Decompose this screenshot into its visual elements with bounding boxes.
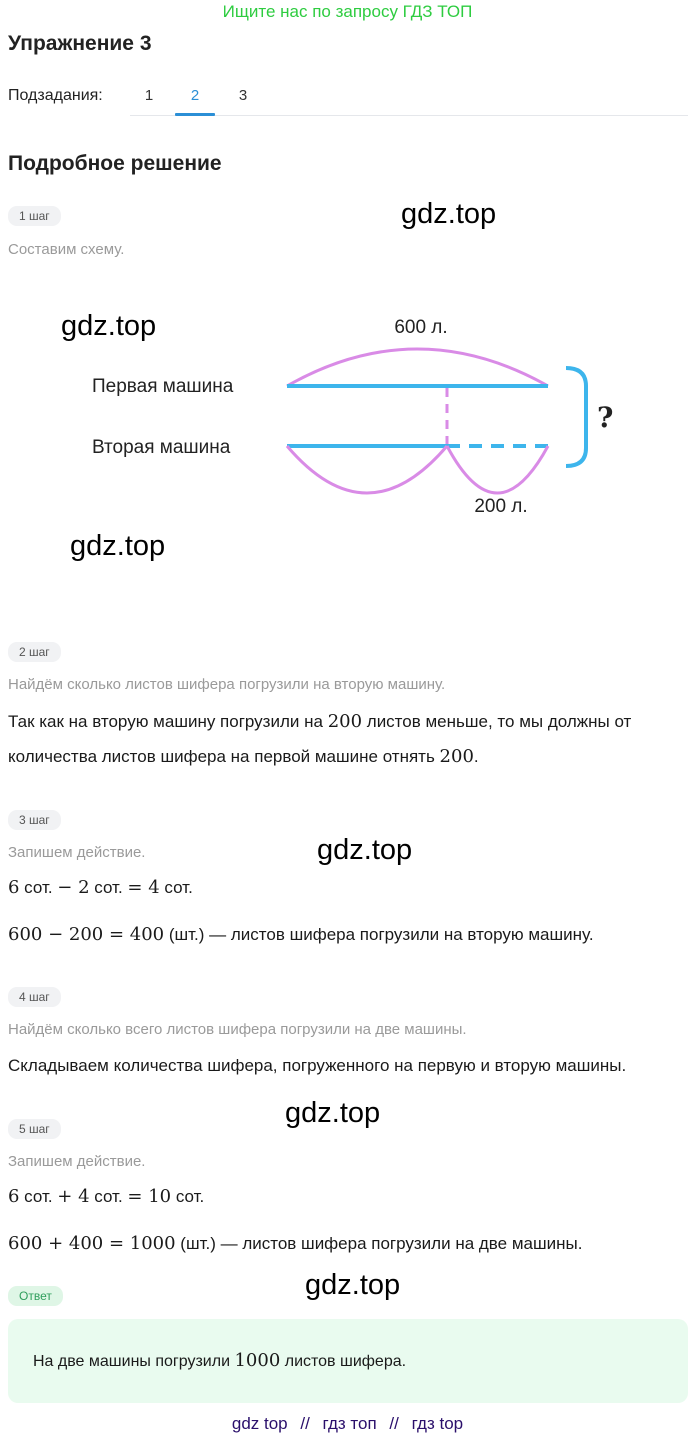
solution-title: Подробное решение [8,152,222,175]
step-1-hint: Составим схему. [8,241,125,258]
step-1-badge: 1 шаг [8,206,61,226]
footer-link[interactable]: гдз топ [322,1414,377,1433]
subtasks-label: Подзадания: [8,87,103,104]
tab-subtask-3[interactable]: 3 [238,87,248,104]
answer-text: На две машины погрузили 1000 листов шифера. [33,1350,407,1371]
step-4-text: Складываем количества шифера, погруженного на первую и вторую машины. [8,1056,627,1075]
step-2-text-line2: количества листов шифера на первой машине отнять 200. [8,746,479,767]
step-3-hint: Запишем действие. [8,844,146,861]
label-second-machine: Вторая машина [92,437,231,458]
step-2-hint: Найдём сколько листов шифера погрузили на вторую машину. [8,676,446,693]
arc-first-total [287,349,548,386]
label-first-machine: Первая машина [92,376,234,397]
answer-badge: Ответ [8,1286,63,1306]
arc-second-machine [287,446,447,493]
footer-link[interactable]: gdz top [231,1414,288,1433]
watermark: gdz.top [305,1269,401,1301]
step-3-equation-2: 600 − 200 = 400 (шт.) — листов шифера погрузили на вторую машину. [8,924,594,945]
step-2-text-line1: Так как на вторую машину погрузили на 200 листов меньше, то мы должны от [8,711,632,732]
footer-separator: // [389,1414,399,1433]
step-3-equation-1: 6 сот. − 2 сот. = 4 сот. [8,877,193,898]
scheme-diagram [0,300,695,530]
watermark: gdz.top [317,834,413,866]
tab-subtask-1[interactable]: 1 [144,87,154,104]
search-banner: Ищите нас по запросу ГДЗ ТОП [222,2,473,21]
step-5-hint: Запишем действие. [8,1153,146,1170]
label-600: 600 л. [394,317,448,338]
exercise-title: Упражнение 3 [8,32,152,55]
label-200: 200 л. [474,496,528,517]
active-tab-indicator [175,113,215,116]
label-question: ? [597,401,614,434]
watermark: gdz.top [401,198,497,230]
watermark: gdz.top [61,310,157,342]
footer-separator: // [300,1414,310,1433]
step-5-badge: 5 шаг [8,1119,61,1139]
step-2-badge: 2 шаг [8,642,61,662]
footer-link[interactable]: гдз top [411,1414,464,1433]
footer-links [0,1414,695,1434]
step-4-badge: 4 шаг [8,987,61,1007]
step-3-badge: 3 шаг [8,810,61,830]
step-5-equation-2: 600 + 400 = 1000 (шт.) — листов шифера погрузили на две машины. [8,1233,583,1254]
arc-difference [447,446,548,493]
step-4-hint: Найдём сколько всего листов шифера погрузили на две машины. [8,1021,467,1038]
watermark: gdz.top [285,1097,381,1129]
watermark: gdz.top [70,530,166,562]
step-5-equation-1: 6 сот. + 4 сот. = 10 сот. [8,1186,205,1207]
bracket-total [566,368,586,466]
tab-subtask-2[interactable]: 2 [190,87,200,104]
